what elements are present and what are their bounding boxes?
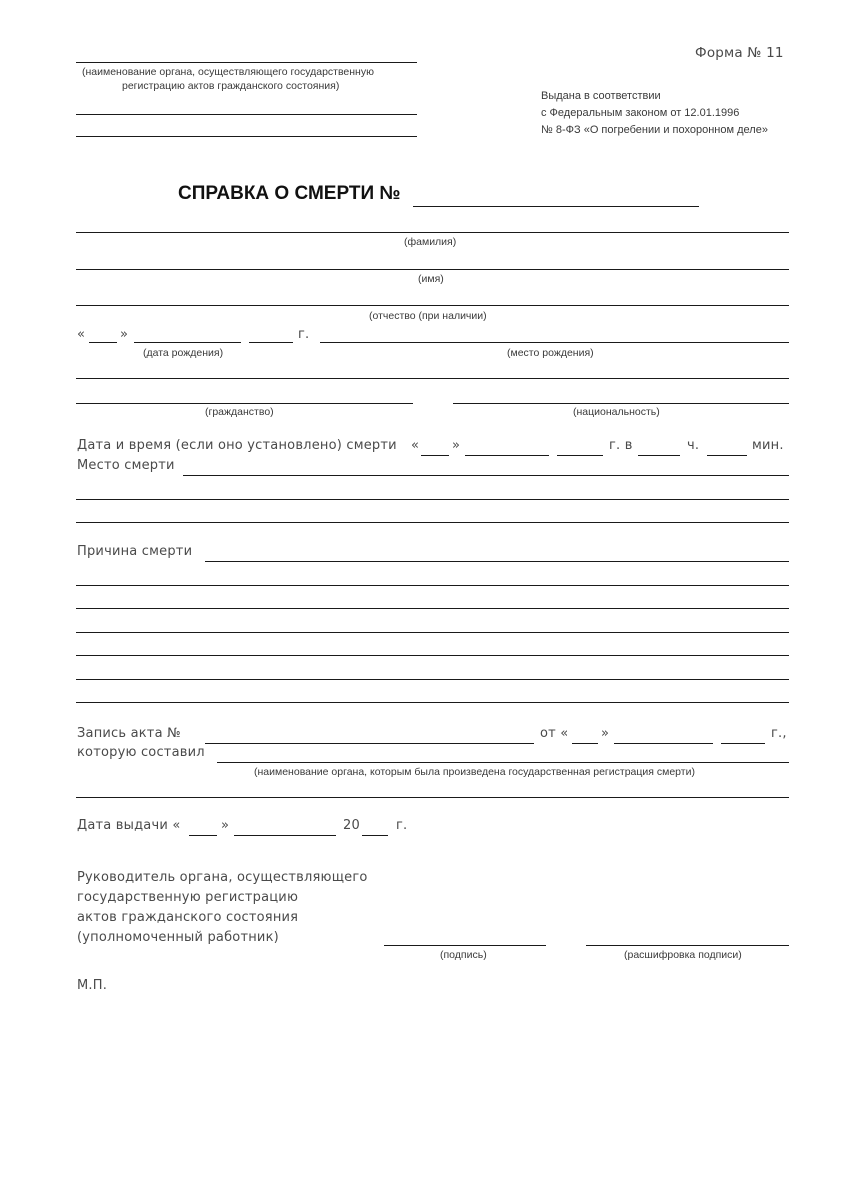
death-minutes-field[interactable] [707, 455, 747, 456]
issue-date-label: Дата выдачи « [77, 818, 181, 833]
death-cause-line-3[interactable] [76, 608, 789, 609]
death-place-field[interactable] [183, 475, 789, 476]
signature-decode-field[interactable] [586, 945, 789, 946]
legal-line-2: с Федеральным законом от 12.01.1996 [541, 107, 740, 119]
birth-close-quote: » [120, 327, 129, 342]
nationality-field[interactable] [453, 403, 789, 404]
birth-month-field[interactable] [134, 342, 241, 343]
authority-line-3[interactable] [76, 136, 417, 137]
head-title-line-4: (уполномоченный работник) [77, 930, 279, 945]
surname-field[interactable] [76, 232, 789, 233]
death-year-field[interactable] [557, 455, 603, 456]
signature-field[interactable] [384, 945, 546, 946]
act-record-label: Запись акта № [77, 726, 181, 741]
act-composed-label: которую составил [77, 745, 205, 760]
citizenship-caption: (гражданство) [205, 406, 274, 418]
stamp-place: М.П. [77, 978, 108, 993]
death-cause-line-2[interactable] [76, 585, 789, 586]
signature-caption: (подпись) [440, 949, 487, 961]
birth-place-caption: (место рождения) [507, 347, 594, 359]
head-title-line-2: государственную регистрацию [77, 890, 299, 905]
issue-year-field[interactable] [362, 835, 388, 836]
document-title: СПРАВКА О СМЕРТИ № [178, 183, 401, 204]
authority-caption-1: (наименование органа, осуществляющего государственную [82, 66, 374, 78]
act-record-from-label: от « [540, 726, 569, 741]
authority-line-2[interactable] [76, 114, 417, 115]
authority-caption-2: регистрацию актов гражданского состояния) [122, 80, 340, 92]
registration-authority-line-2[interactable] [76, 797, 789, 798]
birth-place-field[interactable] [320, 342, 789, 343]
birth-day-field[interactable] [89, 342, 117, 343]
form-number: Форма № 11 [695, 45, 784, 61]
patronymic-field[interactable] [76, 305, 789, 306]
death-month-field[interactable] [465, 455, 549, 456]
birth-year-field[interactable] [249, 342, 293, 343]
death-minutes-suffix: мин. [752, 438, 784, 453]
registration-authority-caption: (наименование органа, которым была произведена государственная регистрация смерти) [254, 766, 695, 778]
birth-year-suffix: г. [298, 327, 310, 342]
legal-line-3: № 8-ФЗ «О погребении и похоронном деле» [541, 124, 768, 136]
death-close-quote: » [452, 438, 461, 453]
act-record-close-quote: » [601, 726, 610, 741]
death-place-line-3[interactable] [76, 522, 789, 523]
death-place-label: Место смерти [77, 458, 175, 473]
head-title-line-1: Руководитель органа, осуществляющего [77, 870, 368, 885]
birth-place-line-2[interactable] [76, 378, 789, 379]
name-caption: (имя) [418, 273, 444, 285]
death-day-field[interactable] [421, 455, 449, 456]
legal-line-1: Выдана в соответствии [541, 90, 661, 102]
registration-authority-field[interactable] [217, 762, 789, 763]
death-cause-field[interactable] [205, 561, 789, 562]
signature-decode-caption: (расшифровка подписи) [624, 949, 742, 961]
act-record-year-field[interactable] [721, 743, 765, 744]
act-record-day-field[interactable] [572, 743, 598, 744]
death-open-quote: « [411, 438, 420, 453]
birth-date-caption: (дата рождения) [143, 347, 224, 359]
act-record-number-field[interactable] [205, 743, 534, 744]
name-field[interactable] [76, 269, 789, 270]
death-datetime-label: Дата и время (если оно установлено) смерти [77, 438, 397, 453]
death-cause-line-6[interactable] [76, 679, 789, 680]
death-hours-suffix: ч. [687, 438, 700, 453]
issue-day-field[interactable] [189, 835, 217, 836]
head-title-line-3: актов гражданского состояния [77, 910, 299, 925]
birth-open-quote: « [77, 327, 86, 342]
issue-close-quote: » [221, 818, 230, 833]
surname-caption: (фамилия) [404, 236, 457, 248]
death-cause-line-7[interactable] [76, 702, 789, 703]
death-cause-line-5[interactable] [76, 655, 789, 656]
death-cause-label: Причина смерти [77, 544, 193, 559]
act-record-month-field[interactable] [614, 743, 713, 744]
death-hours-field[interactable] [638, 455, 680, 456]
issue-month-field[interactable] [234, 835, 336, 836]
death-cause-line-4[interactable] [76, 632, 789, 633]
issue-year-suffix: г. [396, 818, 408, 833]
nationality-caption: (национальность) [573, 406, 660, 418]
certificate-number-field[interactable] [413, 206, 699, 207]
act-record-year-suffix: г., [771, 726, 787, 741]
head-title-block [77, 868, 368, 948]
citizenship-field[interactable] [76, 403, 413, 404]
authority-name-line[interactable] [76, 62, 417, 63]
legal-note [541, 88, 768, 139]
death-place-line-2[interactable] [76, 499, 789, 500]
patronymic-caption: (отчество (при наличии) [369, 310, 487, 322]
issue-century: 20 [343, 818, 360, 833]
death-year-suffix: г. в [609, 438, 633, 453]
